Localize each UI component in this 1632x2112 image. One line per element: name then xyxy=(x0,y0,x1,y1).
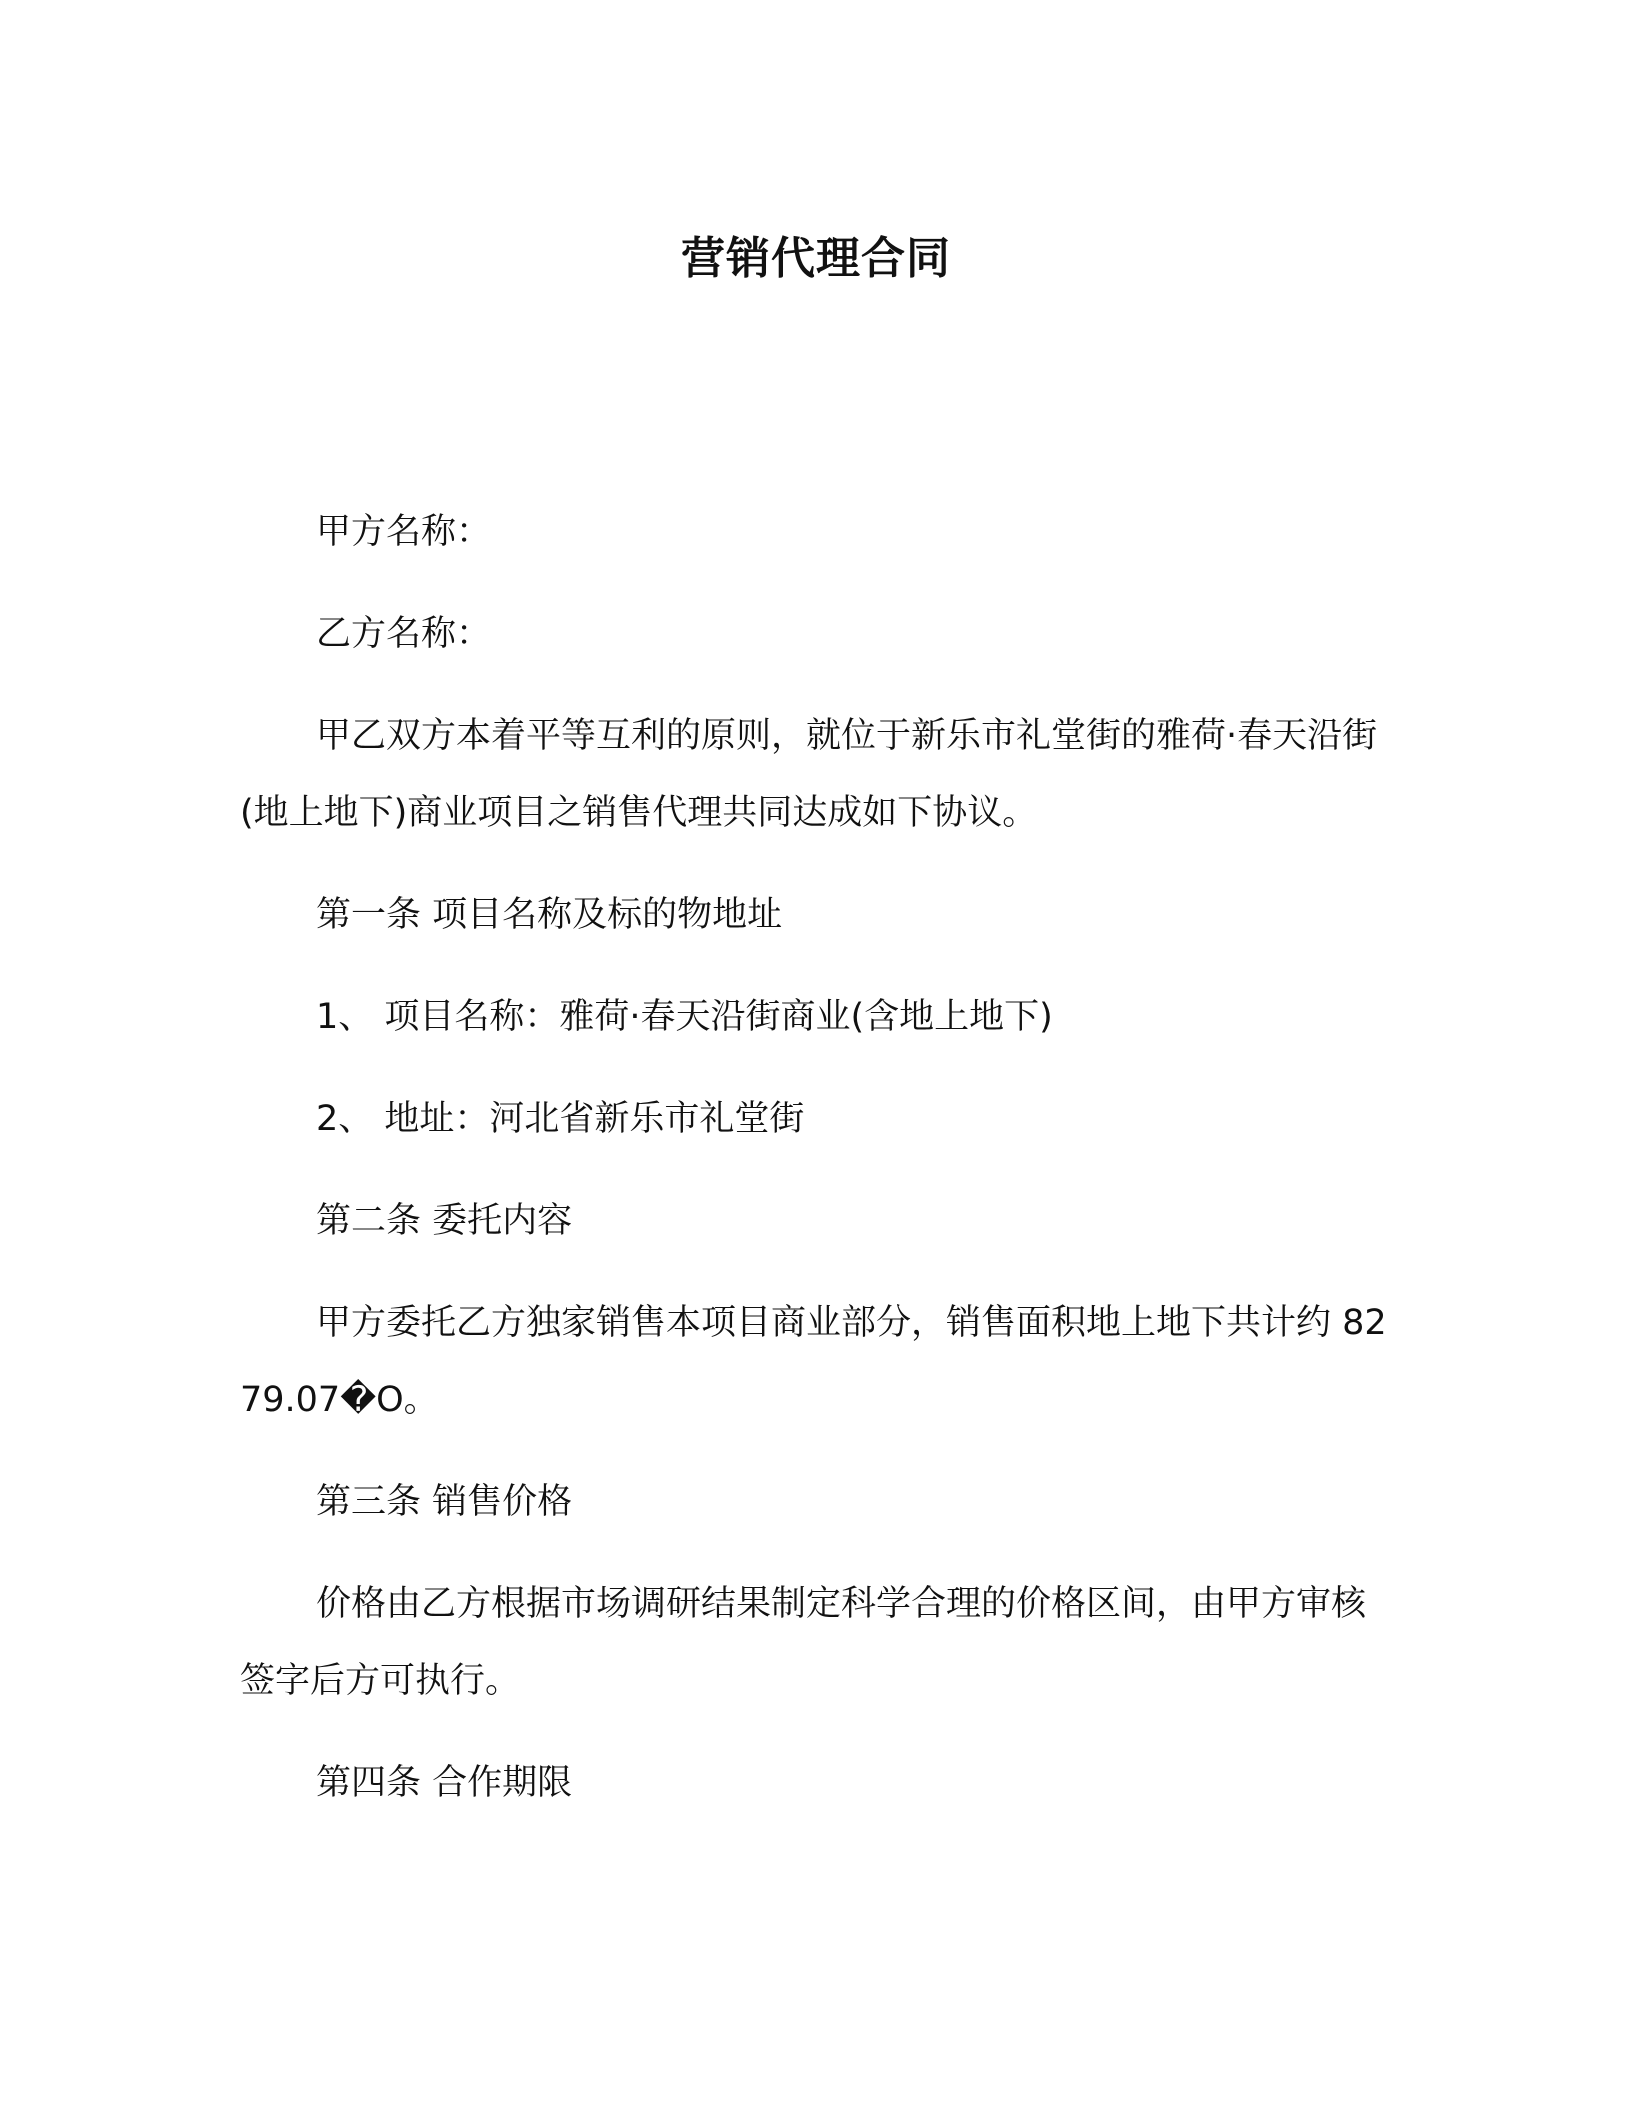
article-1-item-2: 2、 地址：河北省新乐市礼堂街 xyxy=(316,1099,805,1139)
document-body xyxy=(240,494,1390,1847)
party-b-name: 乙方名称： xyxy=(316,614,492,654)
document-title: 营销代理合同 xyxy=(681,233,951,284)
article-2-heading: 第二条 委托内容 xyxy=(316,1201,573,1241)
article-3-heading: 第三条 销售价格 xyxy=(316,1482,573,1522)
article-2-paragraph: 甲方委托乙方独家销售本项目商业部分，销售面积地上地下共计约 8279.07�O。 xyxy=(240,1303,1387,1420)
article-3-paragraph: 价格由乙方根据市场调研结果制定科学合理的价格区间，由甲方审核签字后方可执行。 xyxy=(240,1584,1367,1701)
article-1-heading: 第一条 项目名称及标的物地址 xyxy=(316,895,783,935)
preamble-paragraph: 甲乙双方本着平等互利的原则，就位于新乐市礼堂街的雅荷·春天沿街(地上地下)商业项目之销售代理共同达成如下协议。 xyxy=(240,716,1378,833)
article-4-heading: 第四条 合作期限 xyxy=(316,1763,573,1803)
party-a-name: 甲方名称： xyxy=(316,512,492,552)
article-1-item-1: 1、 项目名称：雅荷·春天沿街商业(含地上地下) xyxy=(316,997,1053,1037)
